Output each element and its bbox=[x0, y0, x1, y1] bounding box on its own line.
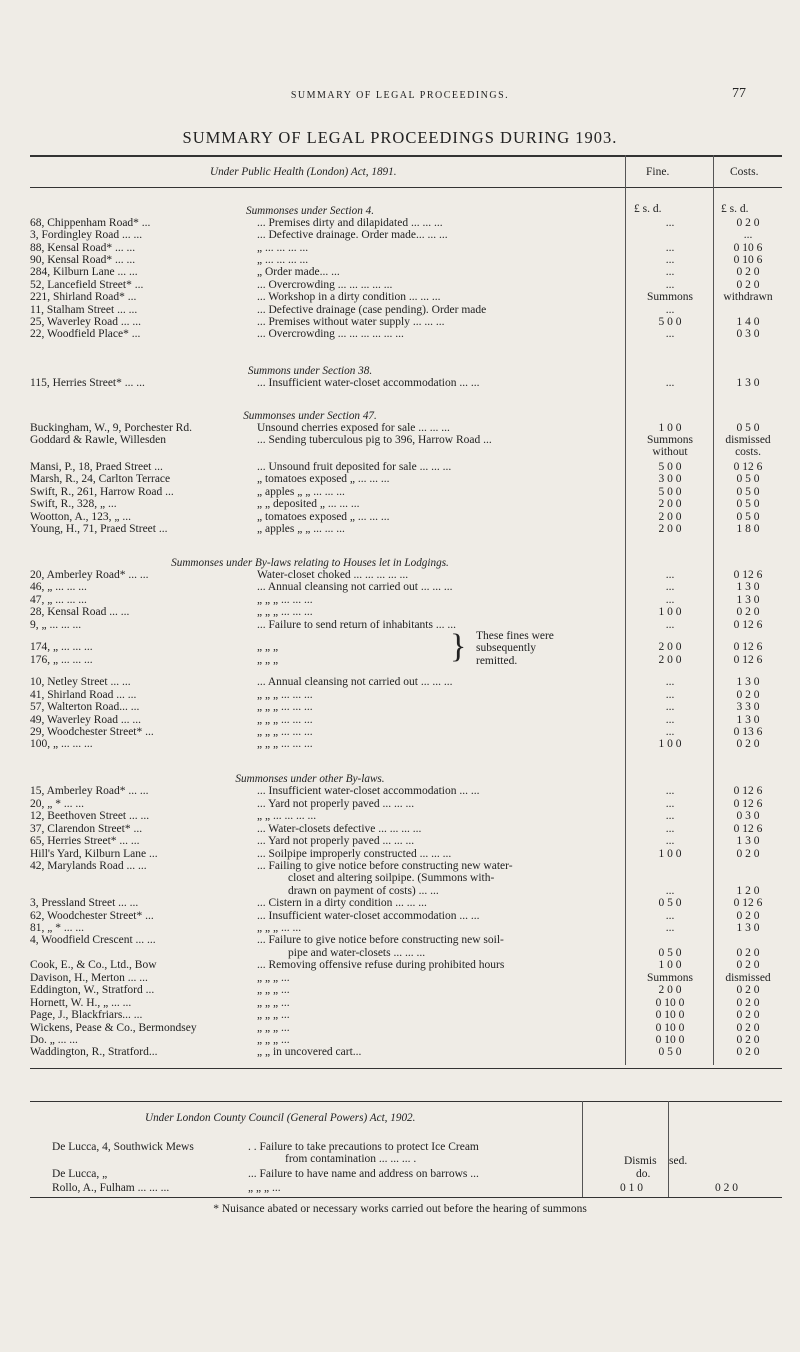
row-costs: 0 2 0 bbox=[736, 959, 760, 971]
row-address: Mansi, P., 18, Praed Street ... bbox=[30, 461, 163, 473]
row-offence: „ ... ... ... ... bbox=[257, 254, 309, 266]
fine-money-header: £ s. d. bbox=[634, 203, 662, 215]
row-costs: 1 3 0 bbox=[736, 594, 760, 606]
row-address: 15, Amberley Road* ... ... bbox=[30, 785, 149, 797]
row-address: 88, Kensal Road* ... ... bbox=[30, 242, 136, 254]
row-fine: 0 5 0 bbox=[658, 897, 682, 909]
row-address: 11, Stalham Street ... ... bbox=[30, 304, 138, 316]
lcc-rollo-costs: 0 2 0 bbox=[715, 1182, 738, 1194]
row-costs: 0 2 0 bbox=[736, 279, 760, 291]
row-address: Marsh, R., 24, Carlton Terrace bbox=[30, 473, 171, 485]
row-costs: 0 2 0 bbox=[736, 947, 760, 959]
row-costs: 0 12 6 bbox=[733, 823, 763, 835]
row-address: 100, „ ... ... ... bbox=[30, 738, 93, 750]
row-fine: 0 10 0 bbox=[655, 1009, 685, 1021]
row-costs: 0 12 6 bbox=[733, 461, 763, 473]
row-costs: 1 3 0 bbox=[736, 714, 760, 726]
lcc-dismissed-part-b: sed. bbox=[669, 1155, 688, 1167]
row-address: 20, Amberley Road* ... ... bbox=[30, 569, 149, 581]
row-fine: ... bbox=[665, 785, 675, 797]
row-address: 37, Clarendon Street* ... bbox=[30, 823, 143, 835]
row-address: 12, Beethoven Street ... ... bbox=[30, 810, 150, 822]
row-costs: 1 2 0 bbox=[736, 885, 760, 897]
row-fine: 0 10 0 bbox=[655, 997, 685, 1009]
row-costs: 0 5 0 bbox=[736, 511, 760, 523]
row-fine: ... bbox=[665, 823, 675, 835]
row-fine: ... bbox=[665, 266, 675, 278]
lcc-dismissed-part-a: Dismis bbox=[624, 1155, 657, 1167]
row-fine: 5 0 0 bbox=[658, 316, 682, 328]
row-address: 42, Marylands Road ... ... bbox=[30, 860, 147, 872]
row-fine: ... bbox=[665, 676, 675, 688]
row-fine: ... bbox=[665, 726, 675, 738]
row-offence: „ „ ... ... ... ... bbox=[257, 810, 317, 822]
row-offence: „ ... ... ... ... bbox=[257, 242, 309, 254]
row-costs: dismissed bbox=[725, 972, 771, 984]
row-address: 46, „ ... ... ... bbox=[30, 581, 87, 593]
row-offence: drawn on payment of costs) ... ... bbox=[288, 885, 439, 897]
row-costs: 0 12 6 bbox=[733, 619, 763, 631]
row-fine: 0 5 0 bbox=[658, 947, 682, 959]
lcc-costs-column-rule bbox=[668, 1101, 669, 1197]
row-address: 90, Kensal Road* ... ... bbox=[30, 254, 136, 266]
row-address: Davison, H., Merton ... ... bbox=[30, 972, 148, 984]
row-fine: ... bbox=[665, 910, 675, 922]
row-address: Buckingham, W., 9, Porchester Rd. bbox=[30, 422, 192, 434]
row-fine: ... bbox=[665, 714, 675, 726]
row-offence: ... Insufficient water-closet accommodation ... ... bbox=[257, 377, 480, 389]
row-offence: „ tomatoes exposed „ ... ... ... bbox=[257, 473, 390, 485]
row-fine: ... bbox=[665, 619, 675, 631]
row-costs: 0 12 6 bbox=[733, 654, 763, 666]
row-address: 115, Herries Street* ... ... bbox=[30, 377, 145, 389]
row-costs: withdrawn bbox=[723, 291, 773, 303]
row-address: Wootton, A., 123, „ ... bbox=[30, 511, 131, 523]
row-offence: „ „ „ ... ... ... bbox=[257, 606, 313, 618]
row-offence: ... Annual cleansing not carried out ... ... ... bbox=[257, 676, 453, 688]
row-fine: ... bbox=[665, 594, 675, 606]
row-address: Waddington, R., Stratford... bbox=[30, 1046, 158, 1058]
row-fine: ... bbox=[665, 798, 675, 810]
row-fine: ... bbox=[665, 254, 675, 266]
row-offence: „ apples „ „ ... ... ... bbox=[257, 523, 345, 535]
row-costs: 0 2 0 bbox=[736, 1009, 760, 1021]
row-offence: „ „ „ ... bbox=[257, 1009, 290, 1021]
bracket-symbol: } bbox=[450, 628, 467, 665]
row-offence: ... Insufficient water-closet accommodation ... ... bbox=[257, 910, 480, 922]
row-address: 10, Netley Street ... ... bbox=[30, 676, 131, 688]
page-number: 77 bbox=[732, 86, 746, 101]
row-address: 20, „ * ... ... bbox=[30, 798, 84, 810]
row-costs: 1 8 0 bbox=[736, 523, 760, 535]
header-bottom-rule bbox=[30, 187, 782, 188]
row-address: 81, „ * ... ... bbox=[30, 922, 84, 934]
row-address: 3, Fordingley Road ... ... bbox=[30, 229, 143, 241]
lcc-row-offence: „ „ „ ... bbox=[248, 1182, 281, 1194]
row-address: 41, Shirland Road ... ... bbox=[30, 689, 137, 701]
row-costs: 0 10 6 bbox=[733, 242, 763, 254]
row-fine: without bbox=[652, 446, 688, 458]
row-fine: Summons bbox=[646, 972, 693, 984]
row-offence: „ „ „ ... bbox=[257, 972, 290, 984]
row-fine: ... bbox=[665, 689, 675, 701]
row-costs: 0 2 0 bbox=[736, 689, 760, 701]
row-address: 284, Kilburn Lane ... ... bbox=[30, 266, 138, 278]
row-costs: 0 2 0 bbox=[736, 1046, 760, 1058]
lcc-row-offence: ... Failure to have name and address on barrows ... bbox=[248, 1168, 479, 1180]
row-fine: ... bbox=[665, 885, 675, 897]
row-costs: 0 12 6 bbox=[733, 569, 763, 581]
row-fine: 1 0 0 bbox=[658, 606, 682, 618]
row-offence: ... Defective drainage (case pending). Order made bbox=[257, 304, 487, 316]
row-costs: 0 3 0 bbox=[736, 810, 760, 822]
row-fine: 5 0 0 bbox=[658, 461, 682, 473]
row-offence: Water-closet choked ... ... ... ... ... bbox=[257, 569, 409, 581]
row-address: 28, Kensal Road ... ... bbox=[30, 606, 130, 618]
section-heading: Summonses under By-laws relating to Houses let in Lodgings. bbox=[171, 557, 449, 569]
row-address: Hill's Yard, Kilburn Lane ... bbox=[30, 848, 158, 860]
row-fine: 2 0 0 bbox=[658, 654, 682, 666]
row-costs: 1 3 0 bbox=[736, 835, 760, 847]
row-address: 9, „ ... ... ... bbox=[30, 619, 82, 631]
row-fine: 2 0 0 bbox=[658, 523, 682, 535]
row-costs: 3 3 0 bbox=[736, 701, 760, 713]
row-fine: Summons bbox=[646, 434, 693, 446]
lcc-row-offence: . . Failure to take precautions to protect Ice Cream bbox=[248, 1141, 479, 1153]
row-costs: dismissed bbox=[725, 434, 771, 446]
row-costs: 0 2 0 bbox=[736, 997, 760, 1009]
row-offence: „ „ „ ... ... ... bbox=[257, 594, 313, 606]
row-costs: 0 2 0 bbox=[736, 984, 760, 996]
bracket-note-line-2: subsequently bbox=[476, 642, 537, 654]
table-top-rule bbox=[30, 155, 782, 157]
row-offence: „ „ „ ... bbox=[257, 984, 290, 996]
row-address: Swift, R., 328, „ ... bbox=[30, 498, 117, 510]
row-address: 29, Woodchester Street* ... bbox=[30, 726, 154, 738]
row-costs: 0 3 0 bbox=[736, 328, 760, 340]
section-heading: Summonses under Section 4. bbox=[245, 205, 375, 217]
row-fine: 5 0 0 bbox=[658, 486, 682, 498]
row-fine: 0 10 0 bbox=[655, 1034, 685, 1046]
fine-header: Fine. bbox=[646, 166, 670, 178]
row-fine: 3 0 0 bbox=[658, 473, 682, 485]
row-costs: 1 4 0 bbox=[736, 316, 760, 328]
row-address: 176, „ ... ... ... bbox=[30, 654, 93, 666]
row-costs: 0 5 0 bbox=[736, 498, 760, 510]
row-offence: „ „ „ ... ... bbox=[257, 922, 302, 934]
row-offence: „ Order made... ... bbox=[257, 266, 340, 278]
row-address: 22, Woodfield Place* ... bbox=[30, 328, 141, 340]
row-offence: ... Cistern in a dirty condition ... ... ... bbox=[257, 897, 427, 909]
lcc-row-address: De Lucca, 4, Southwick Mews bbox=[52, 1141, 194, 1153]
row-address: Eddington, W., Stratford ... bbox=[30, 984, 155, 996]
row-offence: „ „ „ ... bbox=[257, 1034, 290, 1046]
page-title: SUMMARY OF LEGAL PROCEEDINGS DURING 1903. bbox=[182, 128, 618, 147]
row-costs: 0 2 0 bbox=[736, 910, 760, 922]
row-offence: „ tomatoes exposed „ ... ... ... bbox=[257, 511, 390, 523]
lcc-fine-column-rule bbox=[582, 1101, 583, 1197]
section-heading: Summons under Section 38. bbox=[247, 365, 373, 377]
section-heading: Summonses under Section 47. bbox=[243, 410, 377, 422]
row-offence: „ „ „ ... ... ... bbox=[257, 738, 313, 750]
row-offence: ... Failing to give notice before constructing new water- bbox=[257, 860, 513, 872]
bracket-note-line-1: These fines were bbox=[476, 630, 554, 642]
lcc-rollo-fine: 0 1 0 bbox=[620, 1182, 643, 1194]
row-fine: ... bbox=[665, 581, 675, 593]
row-offence: ... Premises without water supply ... ... ... bbox=[257, 316, 445, 328]
lcc-row-address: Rollo, A., Fulham ... ... ... bbox=[52, 1182, 170, 1194]
row-costs: 1 3 0 bbox=[736, 581, 760, 593]
row-offence: ... Overcrowding ... ... ... ... ... ... bbox=[257, 328, 404, 340]
row-offence: ... Premises dirty and dilapidated ... ... ... bbox=[257, 217, 443, 229]
act-heading: Under Public Health (London) Act, 1891. bbox=[210, 166, 397, 178]
row-fine: ... bbox=[665, 242, 675, 254]
row-fine: 1 0 0 bbox=[658, 848, 682, 860]
row-costs: 0 2 0 bbox=[736, 266, 760, 278]
row-address: Goddard & Rawle, Willesden bbox=[30, 434, 167, 446]
costs-money-header: £ s. d. bbox=[721, 203, 749, 215]
row-costs: 0 10 6 bbox=[733, 254, 763, 266]
row-address: Do. „ ... ... bbox=[30, 1034, 78, 1046]
row-fine: 0 5 0 bbox=[658, 1046, 682, 1058]
row-fine: ... bbox=[665, 217, 675, 229]
row-address: 49, Waverley Road ... ... bbox=[30, 714, 141, 726]
row-fine: 1 0 0 bbox=[658, 738, 682, 750]
bracket-note-line-3: remitted. bbox=[476, 655, 518, 667]
row-offence: „ „ „ ... ... ... bbox=[257, 714, 313, 726]
row-fine: ... bbox=[665, 835, 675, 847]
row-address: Swift, R., 261, Harrow Road ... bbox=[30, 486, 174, 498]
lcc-row-offence: from contamination ... ... ... . bbox=[285, 1153, 417, 1165]
row-offence: „ „ „ ... ... ... bbox=[257, 689, 313, 701]
row-address: 68, Chippenham Road* ... bbox=[30, 217, 151, 229]
row-fine: Summons bbox=[646, 291, 693, 303]
row-address: 47, „ ... ... ... bbox=[30, 594, 87, 606]
fine-column-rule bbox=[625, 155, 626, 1065]
row-offence: ... Yard not properly paved ... ... ... bbox=[257, 835, 415, 847]
row-offence: ... Defective drainage. Order made... ... ... bbox=[257, 229, 448, 241]
row-offence: „ „ „ ... bbox=[257, 997, 290, 1009]
section-heading: Summonses under other By-laws. bbox=[235, 773, 385, 785]
row-fine: ... bbox=[665, 328, 675, 340]
row-costs: 0 13 6 bbox=[733, 726, 763, 738]
footnote: * Nuisance abated or necessary works carried out before the hearing of summons bbox=[213, 1203, 587, 1215]
row-offence: ... Yard not properly paved ... ... ... bbox=[257, 798, 415, 810]
row-costs: 0 12 6 bbox=[733, 641, 763, 653]
row-offence: ... Soilpipe improperly constructed ... ... ... bbox=[257, 848, 452, 860]
row-address: 25, Waverley Road ... ... bbox=[30, 316, 141, 328]
row-offence: ... Water-closets defective ... ... ... ... bbox=[257, 823, 422, 835]
row-fine: 0 10 0 bbox=[655, 1022, 685, 1034]
row-fine: ... bbox=[665, 377, 675, 389]
row-address: Hornett, W. H., „ ... ... bbox=[30, 997, 132, 1009]
row-offence: ... Removing offensive refuse during prohibited hours bbox=[257, 959, 505, 971]
lcc-heading: Under London County Council (General Powers) Act, 1902. bbox=[145, 1112, 416, 1124]
row-offence: ... Annual cleansing not carried out ... ... ... bbox=[257, 581, 453, 593]
row-offence: ... Workshop in a dirty condition ... ... ... bbox=[257, 291, 441, 303]
row-fine: ... bbox=[665, 810, 675, 822]
costs-header: Costs. bbox=[730, 166, 759, 178]
row-costs: 1 3 0 bbox=[736, 377, 760, 389]
row-offence: Unsound cherries exposed for sale ... ... ... bbox=[257, 422, 450, 434]
row-fine: 1 0 0 bbox=[658, 959, 682, 971]
row-offence: „ apples „ „ ... ... ... bbox=[257, 486, 345, 498]
row-offence: „ „ in uncovered cart... bbox=[257, 1046, 362, 1058]
row-fine: ... bbox=[665, 569, 675, 581]
row-fine: 2 0 0 bbox=[658, 511, 682, 523]
lcc-row-address: De Lucca, „ bbox=[52, 1168, 108, 1180]
row-offence: „ „ „ bbox=[257, 641, 279, 653]
row-costs: 0 5 0 bbox=[736, 473, 760, 485]
row-costs: ... bbox=[743, 229, 753, 241]
row-address: Cook, E., & Co., Ltd., Bow bbox=[30, 959, 157, 971]
row-costs: 0 2 0 bbox=[736, 848, 760, 860]
row-offence: ... Overcrowding ... ... ... ... ... bbox=[257, 279, 393, 291]
lcc-bottom-rule bbox=[30, 1197, 782, 1198]
row-fine: ... bbox=[665, 279, 675, 291]
row-fine: ... bbox=[665, 701, 675, 713]
row-costs: costs. bbox=[735, 446, 761, 458]
row-costs: 0 2 0 bbox=[736, 606, 760, 618]
row-fine: 2 0 0 bbox=[658, 641, 682, 653]
running-head: SUMMARY OF LEGAL PROCEEDINGS. bbox=[290, 90, 510, 101]
lcc-top-rule bbox=[30, 1101, 782, 1102]
row-costs: 1 3 0 bbox=[736, 922, 760, 934]
row-costs: 0 2 0 bbox=[736, 217, 760, 229]
row-address: 221, Shirland Road* ... bbox=[30, 291, 137, 303]
row-costs: 0 2 0 bbox=[736, 1022, 760, 1034]
row-address: Young, H., 71, Praed Street ... bbox=[30, 523, 168, 535]
row-offence: „ „ „ bbox=[257, 654, 279, 666]
row-costs: 0 12 6 bbox=[733, 785, 763, 797]
row-costs: 0 2 0 bbox=[736, 738, 760, 750]
row-offence: ... Failure to give notice before constructing new soil- bbox=[257, 934, 504, 946]
row-offence: ... Sending tuberculous pig to 396, Harrow Road ... bbox=[257, 434, 492, 446]
row-address: 65, Herries Street* ... ... bbox=[30, 835, 140, 847]
row-costs: 0 5 0 bbox=[736, 486, 760, 498]
row-costs: 0 5 0 bbox=[736, 422, 760, 434]
row-address: 62, Woodchester Street* ... bbox=[30, 910, 154, 922]
row-address: 3, Pressland Street ... ... bbox=[30, 897, 139, 909]
row-offence: closet and altering soilpipe. (Summons with- bbox=[288, 872, 495, 884]
lcc-ditto: do. bbox=[636, 1168, 651, 1180]
row-fine: ... bbox=[665, 304, 675, 316]
table-bottom-rule bbox=[30, 1068, 782, 1069]
row-offence: „ „ „ ... ... ... bbox=[257, 726, 313, 738]
row-offence: pipe and water-closets ... ... ... bbox=[288, 947, 426, 959]
row-address: 57, Walterton Road... ... bbox=[30, 701, 140, 713]
row-address: 52, Lancefield Street* ... bbox=[30, 279, 144, 291]
row-costs: 1 3 0 bbox=[736, 676, 760, 688]
row-costs: 0 12 6 bbox=[733, 798, 763, 810]
row-fine: 2 0 0 bbox=[658, 984, 682, 996]
row-fine: 2 0 0 bbox=[658, 498, 682, 510]
row-costs: 0 12 6 bbox=[733, 897, 763, 909]
row-offence: ... Failure to send return of inhabitants ... ... bbox=[257, 619, 456, 631]
row-address: Wickens, Pease & Co., Bermondsey bbox=[30, 1022, 197, 1034]
row-offence: ... Insufficient water-closet accommodation ... ... bbox=[257, 785, 480, 797]
row-offence: „ „ deposited „ ... ... ... bbox=[257, 498, 360, 510]
row-offence: „ „ „ ... bbox=[257, 1022, 290, 1034]
row-fine: ... bbox=[665, 922, 675, 934]
row-fine: 1 0 0 bbox=[658, 422, 682, 434]
row-address: 174, „ ... ... ... bbox=[30, 641, 93, 653]
row-offence: „ „ „ ... ... ... bbox=[257, 701, 313, 713]
row-address: Page, J., Blackfriars... ... bbox=[30, 1009, 143, 1021]
row-offence: ... Unsound fruit deposited for sale ... ... ... bbox=[257, 461, 452, 473]
row-costs: 0 2 0 bbox=[736, 1034, 760, 1046]
row-address: 4, Woodfield Crescent ... ... bbox=[30, 934, 156, 946]
